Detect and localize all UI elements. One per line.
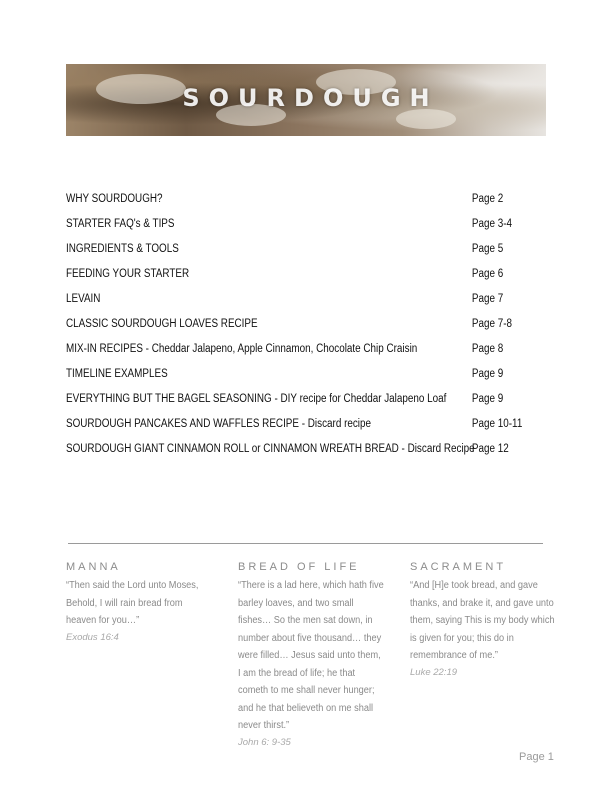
toc-entry-title: MIX-IN RECIPES - Cheddar Jalapeno, Apple Cinnamon, Chocolate Chip Craisin (66, 343, 418, 355)
toc-entry-page: Page 3-4 (471, 218, 513, 230)
toc-entry-title: CLASSIC SOURDOUGH LOAVES RECIPE (66, 318, 258, 330)
toc-entry-page: Page 10-11 (471, 418, 523, 430)
scripture-citation: John 6: 9-35 (238, 736, 291, 748)
toc-entry-title: SOURDOUGH PANCAKES AND WAFFLES RECIPE - Discard recipe (66, 418, 372, 430)
footer-column-sacrament (410, 558, 575, 680)
toc-entry-title: LEVAIN (66, 293, 101, 305)
toc-row[interactable] (66, 312, 513, 337)
scripture-citation: Exodus 16:4 (66, 631, 119, 643)
toc-entry-page: Page 12 (471, 443, 509, 455)
title-banner (66, 64, 546, 136)
column-heading: SACRAMENT (410, 561, 507, 573)
toc-entry-page: Page 7-8 (471, 318, 513, 330)
page-title: SOURDOUGH (182, 84, 439, 112)
toc-entry-title: WHY SOURDOUGH? (66, 193, 163, 205)
toc-row[interactable] (66, 237, 504, 262)
toc-row[interactable] (66, 212, 513, 237)
toc-row[interactable] (66, 337, 504, 362)
toc-entry-page: Page 6 (471, 268, 504, 280)
toc-entry-title: SOURDOUGH GIANT CINNAMON ROLL or CINNAMON WREATH BREAD - Discard Recipe (66, 443, 475, 455)
toc-row[interactable] (66, 187, 504, 212)
toc-entry-title: TIMELINE EXAMPLES (66, 368, 168, 380)
toc-row[interactable] (66, 412, 523, 437)
toc-row[interactable] (66, 287, 504, 312)
toc-row[interactable] (66, 437, 509, 462)
scripture-citation: Luke 22:19 (410, 666, 458, 678)
footer-column-manna (66, 558, 231, 645)
scripture-quote: “And [H]e took bread, and gave thanks, and brake it, and gave unto them, saying This is my body which is given for you; this do in remembrance of me.” (410, 580, 555, 661)
toc-entry-page: Page 9 (471, 368, 504, 380)
scripture-quote: “Then said the Lord unto Moses, Behold, I will rain bread from heaven for you…” (66, 580, 199, 626)
toc-entry-title: INGREDIENTS & TOOLS (66, 243, 179, 255)
toc-entry-page: Page 5 (471, 243, 504, 255)
toc-entry-title: EVERYTHING BUT THE BAGEL SEASONING - DIY recipe for Cheddar Jalapeno Loaf (66, 393, 447, 405)
toc-entry-page: Page 9 (471, 393, 504, 405)
toc-entry-page: Page 8 (471, 343, 504, 355)
toc-entry-title: STARTER FAQ's & TIPS (66, 218, 175, 230)
column-heading: MANNA (66, 561, 121, 573)
toc-row[interactable] (66, 387, 504, 412)
section-divider (68, 543, 543, 544)
toc-entry-page: Page 7 (471, 293, 504, 305)
toc-row[interactable] (66, 362, 504, 387)
toc-row[interactable] (66, 262, 504, 287)
table-of-contents (66, 187, 546, 462)
toc-entry-title: FEEDING YOUR STARTER (66, 268, 190, 280)
toc-entry-page: Page 2 (471, 193, 504, 205)
column-heading: BREAD OF LIFE (238, 561, 360, 573)
footer-column-bread-of-life (238, 558, 403, 750)
scripture-quote: “There is a lad here, which hath five barley loaves, and two small fishes… So the men sat down, in number about five thousand… they were filled… Jesus said unto them, I am the bread of life; he that cometh to me shall never hunger; and he that believeth on me shall never thirst.” (238, 580, 384, 731)
page-number: Page 1 (519, 751, 554, 763)
